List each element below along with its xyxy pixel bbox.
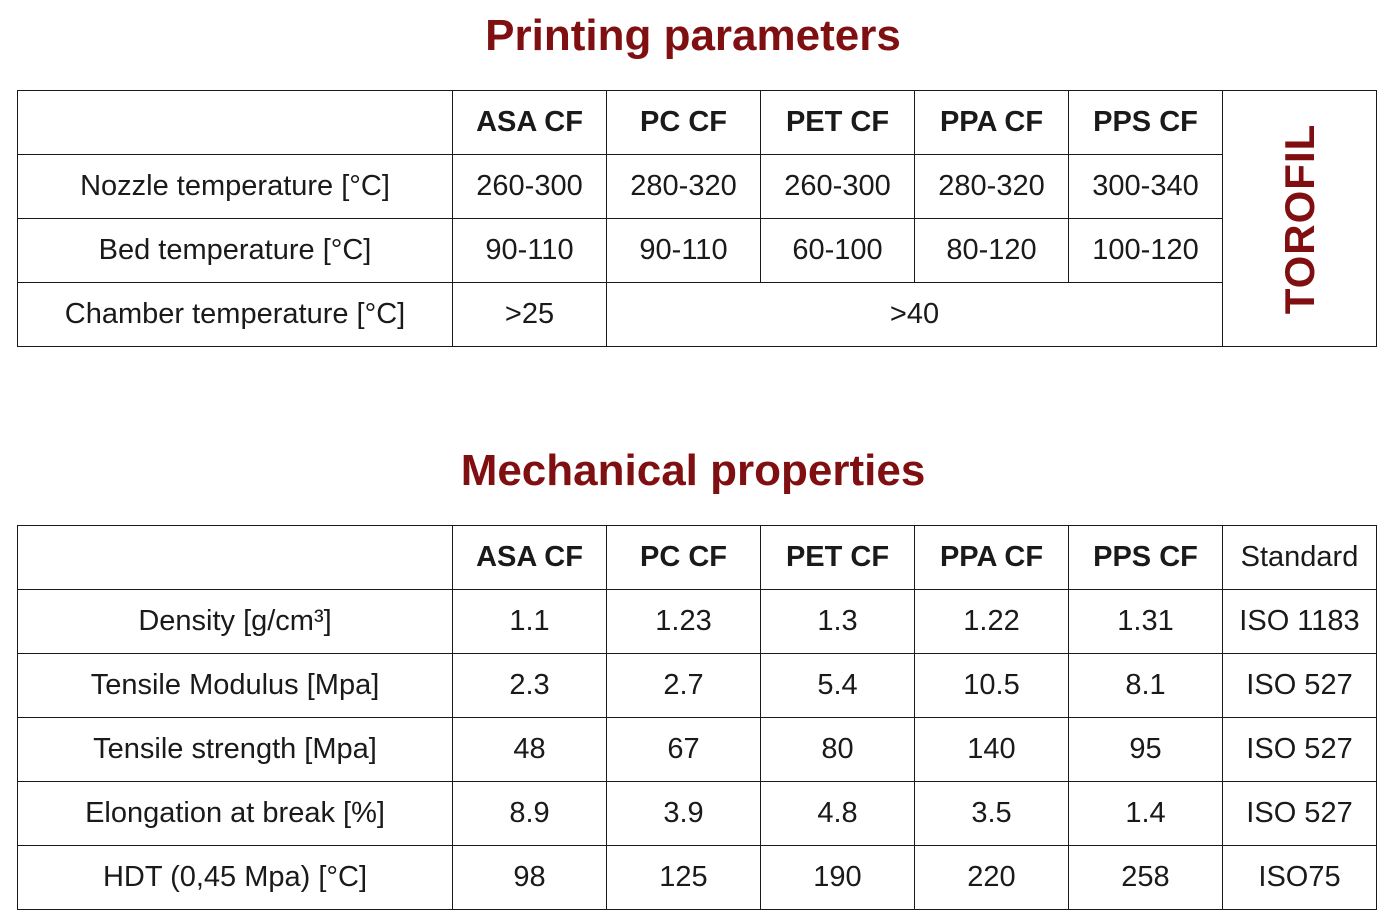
- table-cell: 260-300: [453, 155, 607, 219]
- mechanical-properties-title: Mechanical properties: [460, 446, 926, 495]
- table-cell: 190: [761, 846, 915, 910]
- row-label: Tensile Modulus [Mpa]: [18, 654, 453, 718]
- row-label: HDT (0,45 Mpa) [°C]: [18, 846, 453, 910]
- row-label: Chamber temperature [°C]: [18, 283, 453, 347]
- table-cell: 80: [761, 718, 915, 782]
- table-cell: 48: [453, 718, 607, 782]
- table-cell: 300-340: [1069, 155, 1223, 219]
- brand-cell: [1223, 91, 1377, 347]
- standard-cell: ISO 527: [1223, 654, 1377, 718]
- table-cell: 2.7: [607, 654, 761, 718]
- table-cell: 1.31: [1069, 590, 1223, 654]
- column-header-standard: Standard: [1223, 526, 1377, 590]
- table-cell: 4.8: [761, 782, 915, 846]
- table-cell: 8.9: [453, 782, 607, 846]
- table-cell: 98: [453, 846, 607, 910]
- table-header-row: [18, 91, 1377, 155]
- table-cell: 220: [915, 846, 1069, 910]
- column-header-pet-cf: PET CF: [761, 526, 915, 590]
- table-row: [18, 718, 1377, 782]
- table-cell: 10.5: [915, 654, 1069, 718]
- table-cell: 280-320: [915, 155, 1069, 219]
- table-cell: 280-320: [607, 155, 761, 219]
- standard-cell: ISO75: [1223, 846, 1377, 910]
- column-header-pps-cf: PPS CF: [1069, 526, 1223, 590]
- table-cell: 80-120: [915, 219, 1069, 283]
- printing-parameters-title: Printing parameters: [485, 11, 901, 60]
- table-row: [18, 654, 1377, 718]
- column-header-ppa-cf: PPA CF: [915, 526, 1069, 590]
- table-cell: 140: [915, 718, 1069, 782]
- table-header-row: [18, 526, 1377, 590]
- table-cell: 8.1: [1069, 654, 1223, 718]
- mechanical-properties-table: [17, 525, 1377, 910]
- column-header-pc-cf: PC CF: [607, 526, 761, 590]
- table-row: [18, 782, 1377, 846]
- table-cell: 5.4: [761, 654, 915, 718]
- table-cell: 60-100: [761, 219, 915, 283]
- standard-cell: ISO 527: [1223, 782, 1377, 846]
- standard-cell: ISO 527: [1223, 718, 1377, 782]
- table-cell: 125: [607, 846, 761, 910]
- table-cell: 2.3: [453, 654, 607, 718]
- table-cell: >25: [453, 283, 607, 347]
- row-label: Nozzle temperature [°C]: [18, 155, 453, 219]
- table-row: [18, 155, 1377, 219]
- table-cell: 90-110: [453, 219, 607, 283]
- table-cell-merged: >40: [607, 283, 1223, 347]
- table-cell: 258: [1069, 846, 1223, 910]
- column-header-pc-cf: PC CF: [607, 91, 761, 155]
- row-label: Elongation at break [%]: [18, 782, 453, 846]
- table-row: [18, 283, 1377, 347]
- column-header-ppa-cf: PPA CF: [915, 91, 1069, 155]
- table-cell: 3.5: [915, 782, 1069, 846]
- empty-corner-cell: [18, 91, 453, 155]
- table-cell: 95: [1069, 718, 1223, 782]
- table-cell: 1.3: [761, 590, 915, 654]
- column-header-asa-cf: ASA CF: [453, 91, 607, 155]
- table-row: [18, 219, 1377, 283]
- table-cell: 3.9: [607, 782, 761, 846]
- row-label: Tensile strength [Mpa]: [18, 718, 453, 782]
- row-label: Density [g/cm³]: [18, 590, 453, 654]
- printing-parameters-table: [17, 90, 1377, 347]
- table-cell: 260-300: [761, 155, 915, 219]
- standard-cell: ISO 1183: [1223, 590, 1377, 654]
- column-header-pps-cf: PPS CF: [1069, 91, 1223, 155]
- brand-logo-text: TOROFIL: [1275, 123, 1323, 314]
- table-cell: 1.1: [453, 590, 607, 654]
- column-header-pet-cf: PET CF: [761, 91, 915, 155]
- table-cell: 1.23: [607, 590, 761, 654]
- table-cell: 1.22: [915, 590, 1069, 654]
- empty-corner-cell: [18, 526, 453, 590]
- column-header-asa-cf: ASA CF: [453, 526, 607, 590]
- table-cell: 90-110: [607, 219, 761, 283]
- row-label: Bed temperature [°C]: [18, 219, 453, 283]
- table-cell: 100-120: [1069, 219, 1223, 283]
- table-cell: 1.4: [1069, 782, 1223, 846]
- table-row: [18, 846, 1377, 910]
- table-cell: 67: [607, 718, 761, 782]
- table-row: [18, 590, 1377, 654]
